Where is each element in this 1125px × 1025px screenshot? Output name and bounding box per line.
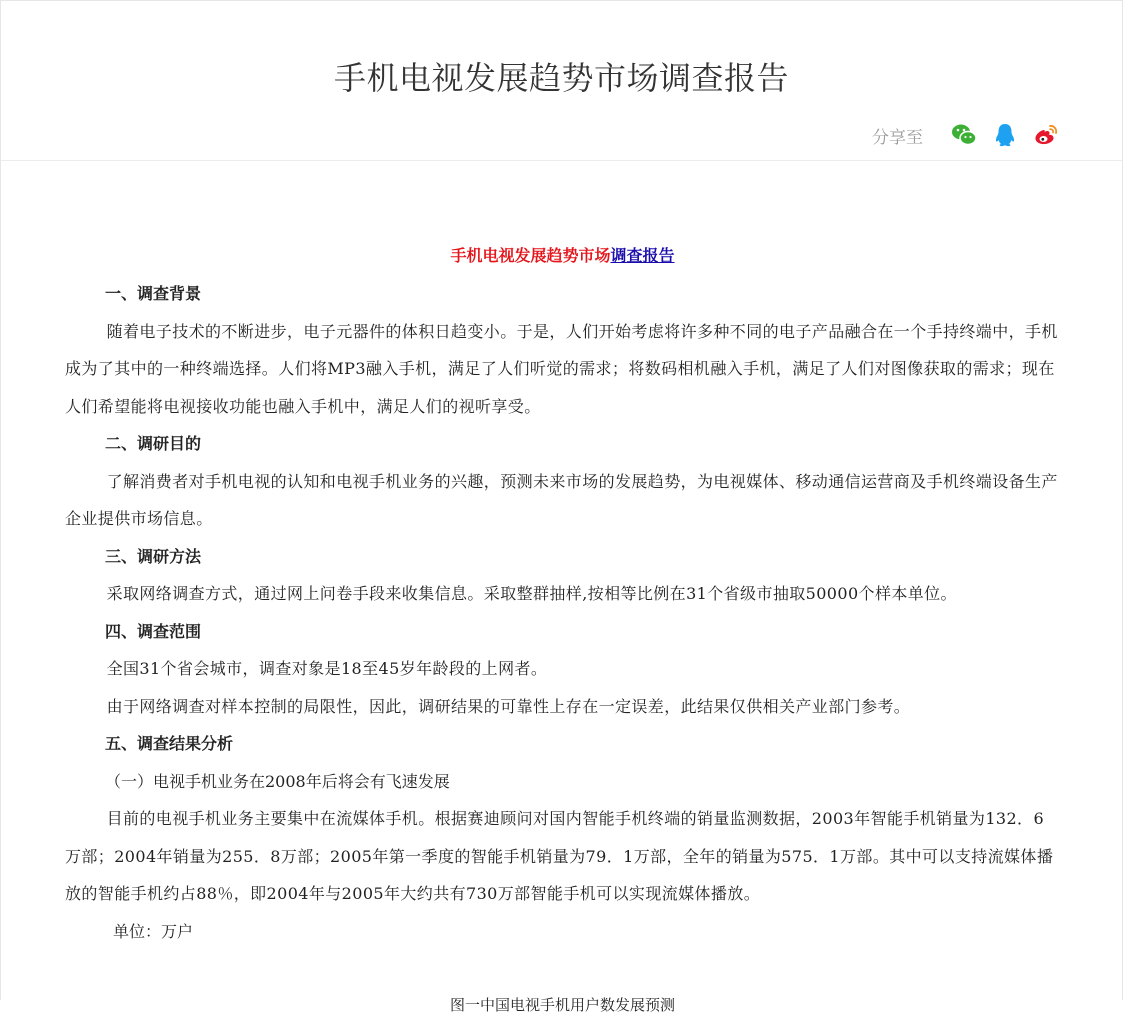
page-title: 手机电视发展趋势市场调查报告 xyxy=(333,59,789,97)
paragraph-scope-2: 由于网络调查对样本控制的局限性，因此，调研结果的可靠性上存在一定误差，此结果仅供相关产业部门参考。 xyxy=(106,696,911,716)
paragraph-method: 采取网络调查方式，通过网上问卷手段来收集信息。采取整群抽样,按相等比例在31个省级市抽取50000个样本单位。 xyxy=(106,584,957,603)
section-heading-scope: 四、调查范围 xyxy=(105,621,202,641)
figure-caption: 图一中国电视手机用户数发展预测 xyxy=(449,996,675,1014)
paragraph-purpose: 了解消费者对手机电视的认知和电视手机业务的兴趣，预测未来市场的发展趋势，为电视媒体、移动通信运营商及手机终端设备生产企业提供市场信息。 xyxy=(65,471,1058,528)
section-heading-purpose: 二、调研目的 xyxy=(105,434,202,453)
share-label: 分享至 xyxy=(872,127,923,148)
qq-icon[interactable] xyxy=(991,121,1019,149)
article-title xyxy=(65,237,1060,275)
paragraph-background: 随着电子技术的不断进步，电子元器件的体积日趋变小。于是，人们开始考虑将许多种不同的电子产品融合在一个手持终端中，手机成为了其中的一种终端选择。人们将MP3融入手机，满足了人们听觉的需求；将数码相机融入手机，满足了人们对图像获取的需求；现在人们希望能将电视接收功能也融入手机中，满足人们的视听享受。 xyxy=(65,321,1058,416)
section-heading-analysis: 五、调查结果分析 xyxy=(105,734,234,753)
section-heading-background: 一、调查背景 xyxy=(105,284,202,303)
share-bar xyxy=(872,121,1060,149)
article-header xyxy=(1,1,1122,161)
weibo-icon[interactable] xyxy=(1032,121,1060,149)
article-title-link[interactable]: 调查报告 xyxy=(610,246,675,265)
article-body xyxy=(65,161,1060,1025)
subsection-heading: （一）电视手机业务在2008年后将会有飞速发展 xyxy=(105,771,450,791)
unit-label: 单位：万户 xyxy=(113,921,194,941)
paragraph-scope-1: 全国31个省会城市，调查对象是18至45岁年龄段的上网者。 xyxy=(106,659,548,678)
paragraph-analysis: 目前的电视手机业务主要集中在流媒体手机。根据赛迪顾问对国内智能手机终端的销量监测数据，2003年智能手机销量为132．6万部；2004年销量为255．8万部；2005年第一季度的智能手机销量为79．1万部，全年的销量为575．1万部。其中可以支持流媒体播放的智能手机约占88％，即2004年与2005年大约共有730万部智能手机可以实现流媒体播放。 xyxy=(65,809,1054,903)
article-title-text: 手机电视发展趋势市场 xyxy=(450,246,611,265)
section-heading-method: 三、调研方法 xyxy=(105,546,202,566)
wechat-icon[interactable] xyxy=(950,121,978,149)
